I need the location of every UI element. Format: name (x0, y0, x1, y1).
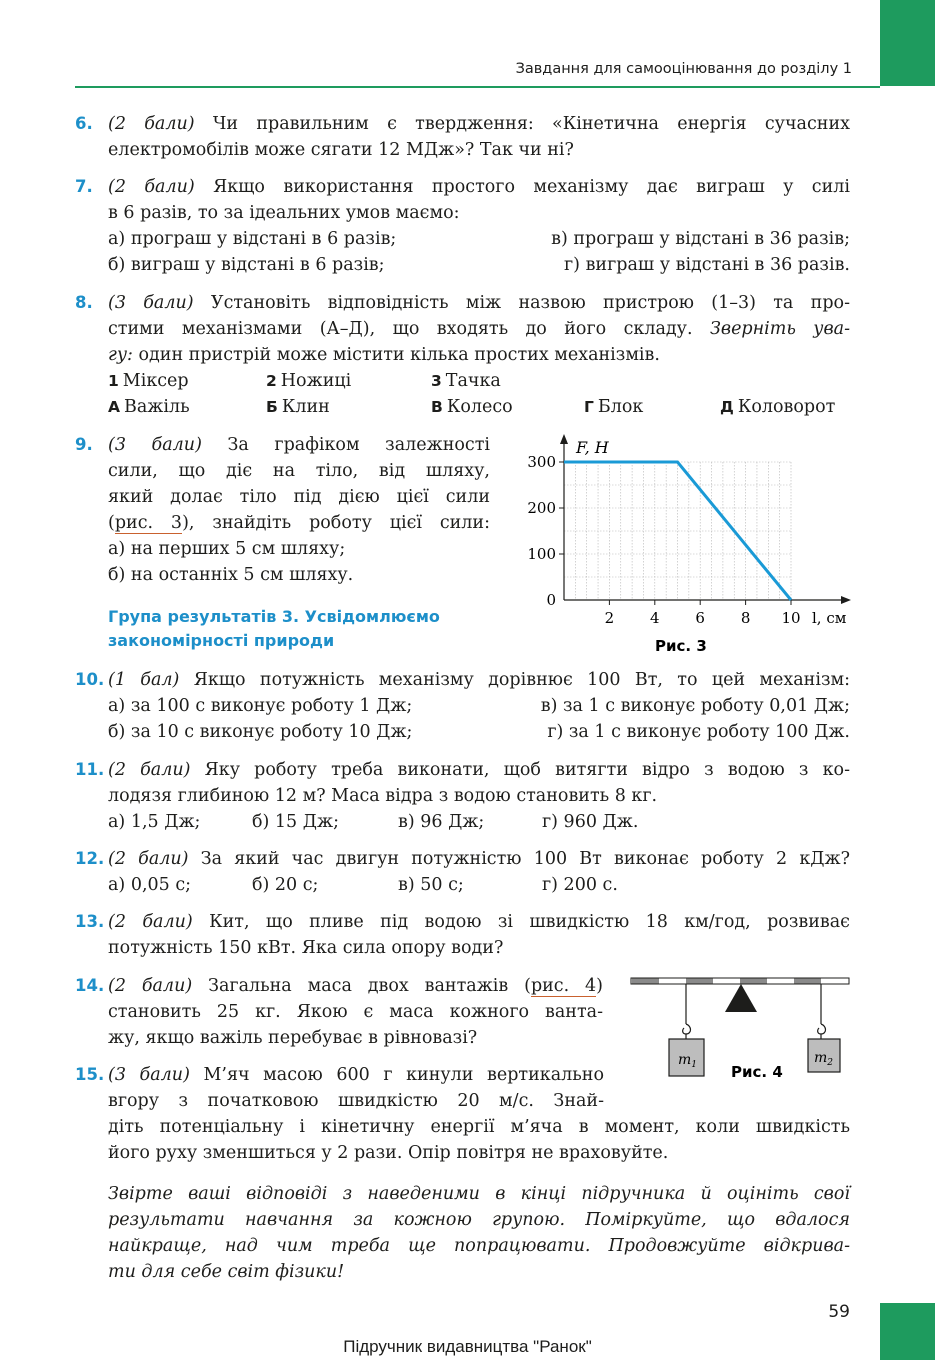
question-9 (75, 432, 490, 588)
device-label: Тачка (445, 371, 501, 391)
fulcrum-triangle-icon (725, 984, 757, 1012)
running-header: Завдання для самооцінювання до розділу 1 (515, 61, 852, 77)
mechanism-label: Коловорот (737, 397, 836, 417)
options-row (108, 252, 850, 278)
text: Яку роботу треба виконати, щоб витягти відро з водою з ко- (204, 760, 850, 780)
points: (2 бали) (108, 177, 195, 197)
note-emphasis: Зверніть ува- (709, 319, 850, 339)
question-text-line: в 6 разів, то за ідеальних умов маємо: (108, 203, 460, 223)
mechanism-label: Блок (597, 397, 644, 417)
y-tick-label: 100 (527, 545, 556, 563)
question-number: 9. (75, 435, 93, 454)
text: М’яч масою 600 г кинули вертикально (203, 1065, 604, 1085)
lever-bar (631, 978, 849, 984)
group-title-line: Група результатів 3. Усвідомлюємо (108, 607, 440, 626)
group-title-line: закономірності природи (108, 631, 335, 650)
question-number: 10. (75, 670, 105, 689)
device-3 (431, 368, 501, 394)
device-1 (108, 368, 189, 394)
mechanism-a (108, 394, 190, 420)
note-emphasis: гу: (108, 345, 133, 365)
question-number: 14. (75, 976, 105, 995)
chart-grid (564, 462, 791, 600)
y-tick-label: 300 (527, 453, 556, 471)
figure-3-reference[interactable]: рис. 3 (114, 513, 183, 533)
mechanism-key: А (108, 398, 120, 416)
x-tick-label: 4 (650, 609, 660, 627)
question-number: 13. (75, 912, 105, 931)
question-number: 11. (75, 760, 105, 779)
device-key: 2 (266, 372, 277, 390)
question-13 (75, 909, 850, 961)
points: (3 бали) (108, 293, 194, 313)
option: в) 50 с; (398, 875, 464, 895)
question-text-line: потужність 150 кВт. Яка сила опору води? (108, 938, 504, 958)
question-text-line (108, 290, 850, 316)
option: б) на останніх 5 см шляху. (108, 565, 354, 585)
y-axis-arrow-icon (560, 434, 568, 444)
question-text-line: становить 25 кг. Якою є маса кожного ванта- (108, 1002, 603, 1022)
mechanism-b (266, 394, 330, 420)
options-row (108, 693, 850, 719)
publisher-footer: Підручник видавництва "Ранок" (343, 1337, 592, 1356)
x-tick-label: 6 (695, 609, 705, 627)
device-key: 3 (431, 372, 442, 390)
question-6 (75, 111, 850, 163)
figure-3-caption: Рис. 3 (655, 637, 707, 655)
header-rule (75, 86, 880, 88)
points: (2 бали) (108, 114, 195, 134)
x-axis-arrow-icon (841, 596, 851, 604)
question-text-line: сили, що діє на тіло, від шляху, (108, 461, 490, 481)
question-text-line: жу, якщо важіль перебуває в рівновазі? (108, 1028, 478, 1048)
option: б) виграш у відстані в 6 разів; (108, 255, 385, 275)
x-axis-label: l, см (812, 609, 847, 627)
force-distance-chart (508, 430, 858, 660)
question-number: 12. (75, 849, 105, 868)
options-row (108, 872, 850, 898)
text: Загальна маса двох вантажів ( (208, 976, 531, 996)
option: в) програш у відстані в 36 разів; (551, 229, 850, 249)
text: один пристрій може містити кілька простих механізмів. (138, 345, 660, 365)
option: б) 20 с; (252, 875, 319, 895)
question-14 (75, 973, 603, 1051)
figure-4-reference[interactable]: рис. 4 (530, 976, 597, 996)
x-tick-label: 10 (781, 609, 801, 627)
mass-1-label: $m_1$ (678, 1052, 698, 1070)
mechanism-label: Важіль (124, 397, 190, 417)
option: г) 200 с. (542, 875, 618, 895)
question-text-line (108, 316, 850, 342)
options-row (108, 809, 850, 835)
question-text-line (108, 342, 850, 368)
x-tick-label: 2 (604, 609, 615, 627)
option: б) за 10 с виконує роботу 10 Дж; (108, 722, 413, 742)
question-8 (75, 290, 850, 368)
question-text-line: який долає тіло під дією цієї сили (108, 487, 490, 507)
question-text-line (108, 432, 490, 458)
option: б) 15 Дж; (252, 812, 339, 832)
points: (2 бали) (108, 760, 191, 780)
x-tick-label: 8 (740, 609, 751, 627)
question-7 (75, 174, 850, 278)
text: За графіком залежності (227, 435, 490, 455)
text: стими механізмами (А–Д), що входять до його складу. (108, 319, 693, 339)
y-ticks (527, 453, 564, 609)
question-12 (75, 846, 850, 898)
text: ), знайдіть роботу цієї сили: (182, 513, 490, 533)
y-tick-label: 200 (527, 499, 556, 517)
mechanism-label: Колесо (446, 397, 513, 417)
option: в) 96 Дж; (398, 812, 485, 832)
points: (2 бали) (108, 912, 193, 932)
figure-4-caption: Рис. 4 (731, 1063, 783, 1081)
question-text-line (108, 846, 850, 872)
device-2 (266, 368, 351, 394)
device-key: 1 (108, 372, 119, 390)
question-text-line: лодязя глибиною 12 м? Маса відра з водою становить 8 кг. (108, 786, 658, 806)
option: г) 960 Дж. (542, 812, 639, 832)
mass-2-label: $m_2$ (814, 1050, 834, 1068)
question-number: 6. (75, 114, 93, 133)
question-number: 7. (75, 177, 93, 196)
text: ) (596, 976, 603, 996)
text: Якщо використання простого механізму дає виграш у силі (213, 177, 850, 197)
closing-line: результати навчання за кожною групою. Поміркуйте, що вдалося (108, 1210, 850, 1230)
page-number: 59 (828, 1302, 850, 1322)
x-ticks (605, 600, 801, 627)
device-label: Міксер (122, 371, 189, 391)
question-text-line: (рис. 3), знайдіть роботу цієї сили: (108, 513, 490, 533)
device-label: Ножиці (280, 371, 352, 391)
mechanism-key: Д (720, 398, 734, 416)
mechanism-d (584, 394, 643, 420)
mechanism-c (431, 394, 513, 420)
question-10 (75, 667, 850, 745)
closing-paragraph (108, 1181, 850, 1285)
text: Кит, що пливе під водою зі швидкістю 18 км/год, розвиває (209, 912, 850, 932)
question-text-line (108, 909, 850, 935)
option: в) за 1 с виконує роботу 0,01 Дж; (540, 696, 850, 716)
points: (2 бали) (108, 849, 189, 869)
closing-line: ти для себе світ фізики! (108, 1262, 345, 1282)
group-title (108, 605, 488, 653)
text: Якщо потужність механізму дорівнює 100 Вт, то цей механізм: (193, 670, 850, 690)
option: а) за 100 с виконує роботу 1 Дж; (108, 696, 413, 716)
mechanism-key: Б (266, 398, 278, 416)
question-text-line: його руху зменшиться у 2 рази. Опір повітря не враховуйте. (108, 1143, 669, 1163)
y-tick-label: 0 (546, 591, 556, 609)
hook-left-icon (683, 984, 691, 1039)
question-number: 8. (75, 293, 93, 312)
points: (3 бали) (108, 435, 202, 455)
text: За який час двигун потужністю 100 Вт виконає роботу 2 кДж? (200, 849, 850, 869)
points: (3 бали) (108, 1065, 190, 1085)
option: а) програш у відстані в 6 разів; (108, 229, 397, 249)
question-text-line (108, 973, 603, 999)
question-text-line: електромобілів може сягати 12 МДж»? Так чи ні? (108, 140, 574, 160)
text: Чи правильним є твердження: «Кінетична енергія сучасних (212, 114, 850, 134)
question-11 (75, 757, 850, 835)
points: (2 бали) (108, 976, 193, 996)
options-row (108, 226, 850, 252)
y-axis-label: F, Н (576, 438, 609, 457)
option: г) виграш у відстані в 36 разів. (564, 255, 850, 275)
points: (1 бал) (108, 670, 180, 690)
option: а) 1,5 Дж; (108, 812, 201, 832)
question-text-line: діть потенціальну і кінетичну енергії м’яча в момент, коли швидкість (108, 1117, 850, 1137)
option: а) на перших 5 см шляху; (108, 539, 346, 559)
question-15 (75, 1062, 850, 1166)
mechanism-key: Г (584, 398, 594, 416)
question-text-line (108, 1062, 604, 1088)
closing-line: Звірте ваші відповіді з наведеними в кінці підручника й оцініть свої (108, 1184, 850, 1204)
options-row (108, 719, 850, 745)
chapter-tab-top (880, 0, 935, 86)
option: г) за 1 с виконує роботу 100 Дж. (547, 722, 850, 742)
question-text-line: вгору з початковою швидкістю 20 м/с. Знай- (108, 1091, 604, 1111)
question-text-line (108, 111, 850, 137)
closing-line: найкраще, над чим треба ще попрацювати. Продовжуйте відкрива- (108, 1236, 850, 1256)
question-text-line (108, 757, 850, 783)
question-text-line (108, 174, 850, 200)
mechanism-key: В (431, 398, 443, 416)
question-number: 15. (75, 1065, 105, 1084)
option: а) 0,05 с; (108, 875, 192, 895)
question-text-line (108, 667, 850, 693)
mechanism-e (720, 394, 835, 420)
text: Установіть відповідність між назвою пристрою (1–3) та про- (210, 293, 850, 313)
mechanism-label: Клин (281, 397, 330, 417)
hook-right-icon (818, 984, 826, 1039)
